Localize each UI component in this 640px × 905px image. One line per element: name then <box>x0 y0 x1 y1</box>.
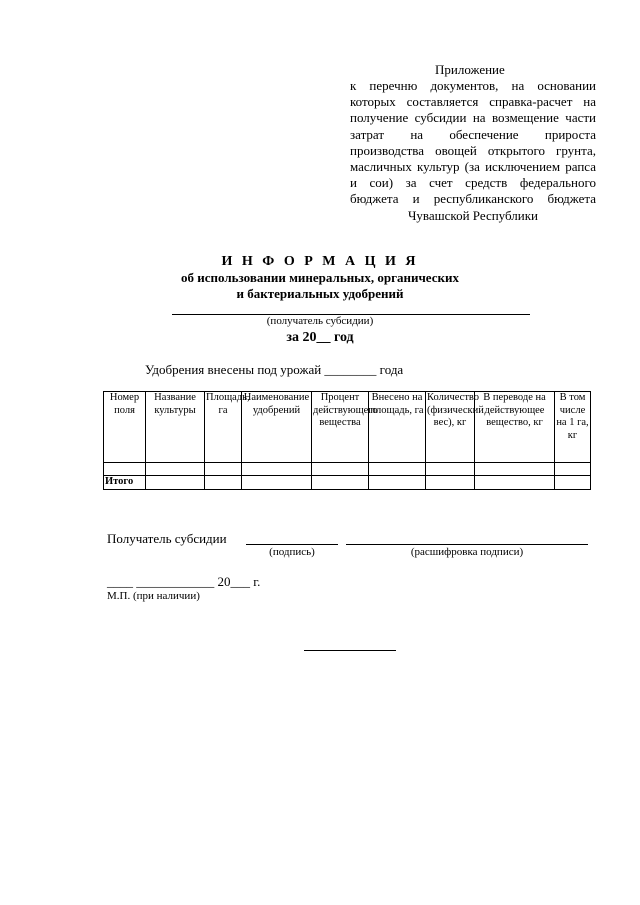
header-area: Площадь, га <box>205 392 242 463</box>
signature-decoding-line <box>346 544 588 545</box>
header-crop-name: Название культуры <box>146 392 205 463</box>
year-line: за 20__ год <box>286 330 354 345</box>
header-active-substance: В переводе на действующее вещество, кг <box>475 392 555 463</box>
signature-caption: (подпись) <box>269 546 315 558</box>
signature-recipient-label: Получатель субсидии <box>107 531 227 546</box>
subtitle-line-2: и бактериальных удобрений <box>236 286 404 301</box>
appendix-text: к перечню документов, на основании которых составляется справка-расчет на получение субсидии на возмещение части затрат на обеспечение прироста производства овощей открытого грунта, масличных культур (за исключением рапса и сои) за счет средств федерального бюджета и республиканского бюджета Чувашской Республики <box>350 78 596 223</box>
harvest-line: Удобрения внесены под урожай ________ года <box>145 362 404 377</box>
fertilizer-table <box>103 391 591 490</box>
document-title: И Н Ф О Р М А Ц И Я <box>221 254 419 269</box>
date-line: ____ ____________ 20___ г. <box>107 574 261 589</box>
header-per-hectare: В том числе на 1 га, кг <box>555 392 591 463</box>
table-total-row <box>104 476 591 490</box>
stamp-label: М.П. (при наличии) <box>107 590 200 602</box>
header-physical-weight: Количество (физический вес), кг <box>426 392 475 463</box>
table-row <box>104 463 591 476</box>
document-subtitle <box>0 270 640 302</box>
signature-decoding-caption: (расшифровка подписи) <box>410 546 524 558</box>
header-fertilizer-name: Наименование удобрений <box>242 392 312 463</box>
header-applied-area: Внесено на площадь, га <box>369 392 426 463</box>
table-header-row <box>104 392 591 463</box>
recipient-caption: (получатель субсидии) <box>266 315 374 327</box>
appendix-heading: Приложение <box>435 62 505 77</box>
total-label: Итого <box>104 476 146 490</box>
header-field-number: Номер поля <box>104 392 146 463</box>
end-rule <box>304 650 396 651</box>
header-active-percent: Процент действующего вещества <box>312 392 369 463</box>
signature-line <box>246 544 338 545</box>
subtitle-line-1: об использовании минеральных, органических <box>181 270 459 285</box>
